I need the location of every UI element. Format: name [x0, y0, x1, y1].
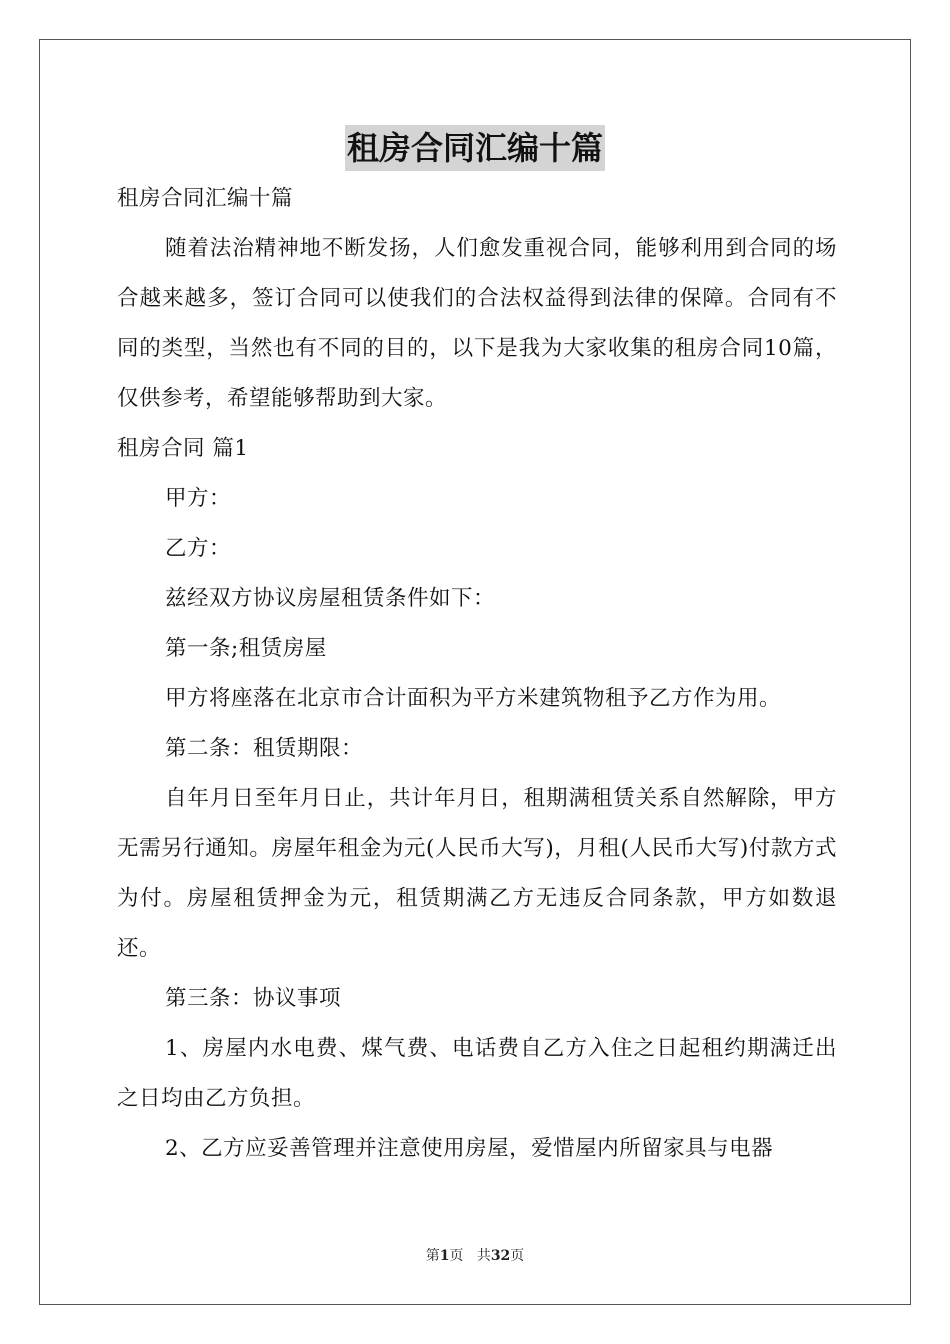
- party-b-line: 乙方：: [165, 536, 232, 561]
- document-body: [117, 174, 837, 1174]
- intro-paragraph: 随着法治精神地不断发扬，人们愈发重视合同，能够利用到合同的场合越来越多，签订合同可以使我们的合法权益得到法律的保障。合同有不同的类型，当然也有不同的目的，以下是我为大家收集的租房合同10篇，仅供参考，希望能够帮助到大家。: [117, 236, 837, 411]
- subtitle-line: 租房合同汇编十篇: [117, 186, 294, 211]
- article-3-item-1: 1、房屋内水电费、煤气费、电话费自乙方入住之日起租约期满迁出之日均由乙方负担。: [117, 1036, 837, 1111]
- document-title: 租房合同汇编十篇: [345, 125, 605, 171]
- article-1-body: 甲方将座落在北京市合计面积为平方米建筑物租予乙方作为用。: [165, 686, 782, 711]
- article-3-item-2: 2、乙方应妥善管理并注意使用房屋，爱惜屋内所留家具与电器: [165, 1136, 774, 1161]
- footer-page-number: 1: [439, 1248, 450, 1264]
- document-title-container: [0, 125, 950, 171]
- agreement-intro: 兹经双方协议房屋租赁条件如下：: [165, 586, 496, 611]
- footer-page-suffix: 页: [449, 1248, 464, 1264]
- footer-total-number: 32: [490, 1248, 511, 1264]
- article-2-heading: 第二条：租赁期限：: [165, 736, 364, 761]
- footer-total-prefix: 共: [476, 1248, 491, 1264]
- article-3-heading: 第三条：协议事项: [165, 986, 342, 1011]
- page-footer: [0, 1245, 950, 1265]
- footer-page-prefix: 第: [425, 1248, 440, 1264]
- article-2-body: 自年月日至年月日止，共计年月日，租期满租赁关系自然解除，甲方无需另行通知。房屋年租金为元(人民币大写)，月租(人民币大写)付款方式为付。房屋租赁押金为元，租赁期满乙方无违反合同条款，甲方如数退还。: [117, 786, 837, 961]
- footer-total-suffix: 页: [510, 1248, 525, 1264]
- party-a-line: 甲方：: [165, 486, 232, 511]
- section-heading: 租房合同 篇1: [117, 436, 249, 461]
- article-1-heading: 第一条;租赁房屋: [165, 636, 327, 661]
